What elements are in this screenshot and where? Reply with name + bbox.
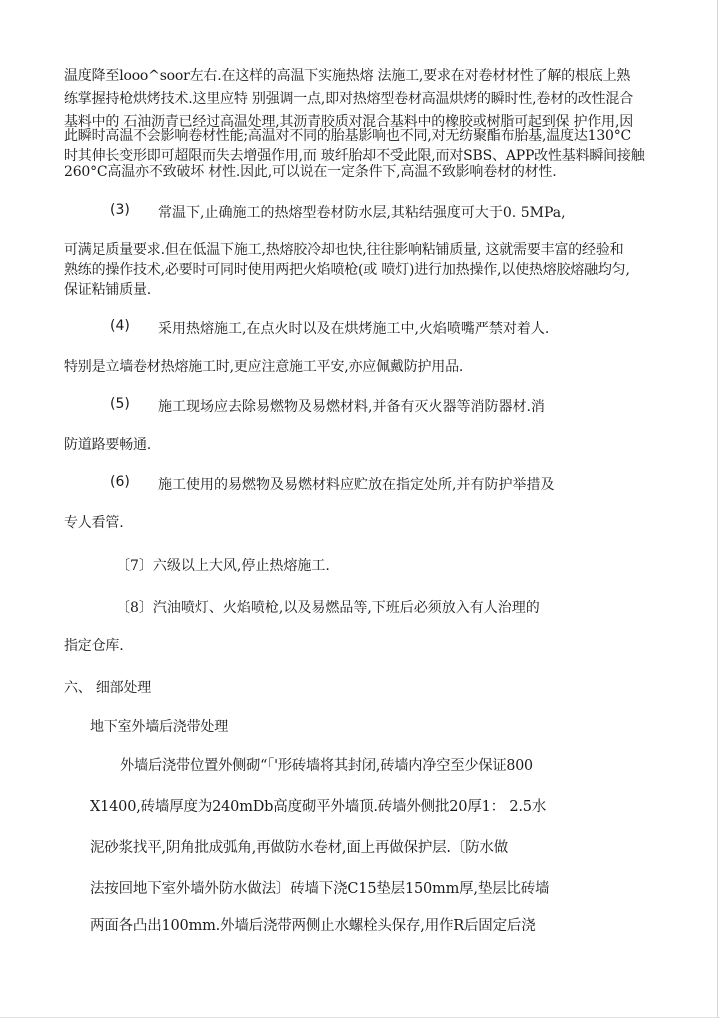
item-number: (4): [110, 318, 130, 334]
intro-line: 时其伸长变形即可超限而失去增强作用,而 玻纤胎却不受此限,而对SBS、APP改性基料瞬间接触: [64, 148, 645, 164]
body-line: X1400,砖墙厚度为240mDb高度砌平外墙顶.砖墙外侧批20厚1： 2.5水: [90, 799, 547, 815]
item-continuation: 可满足质量要求.但在低温下施工,热熔胶冷却也快,往往影响粘铺质量, 这就需要丰富的经验和: [64, 242, 624, 258]
intro-line: 温度降至looo^soor左右.在这样的高温下实施热熔 法施工,要求在对卷材材性了解的根底上熟: [64, 68, 631, 84]
page-right-border: [717, 0, 718, 1018]
item-text: 施工现场应去除易燃物及易燃材料,并备有灭火器等消防器材.消: [158, 399, 545, 415]
body-line: 法按回地下室外墙外防水做法〕砖墙下浇C15垫层150mm厚,垫层比砖墙: [90, 881, 550, 897]
item-8: 〔8〕汽油喷灯、火焰喷枪,以及易燃品等,下班后必须放入有人治理的: [116, 600, 540, 616]
body-line: 两面各凸出100mm.外墙后浇带两侧止水螺栓头保存,用作R后固定后浇: [90, 918, 536, 934]
body-line: 泥砂浆找平,阴角批成弧角,再做防水卷材,面上再做保护层.〔防水做: [90, 840, 509, 856]
item-text: 常温下,止确施工的热熔型卷材防水层,其粘结强度可大于0. 5MPa,: [158, 205, 566, 221]
intro-line: 基料中的 石油沥青已经过高温处理,其沥青胶质对混合基料中的橡胶或树脂可起到保 护作用,因: [64, 114, 633, 130]
item-continuation: 专人看管.: [64, 515, 124, 531]
intro-line: 260°C高温亦不致破坏 材性.因此,可以说在一定条件下,高温不致影响卷材的材性.: [64, 164, 557, 180]
intro-line: 练掌握持枪烘烤技术.这里应特 别强调一点,即对热熔型卷材高温烘烤的瞬时性,卷材的改性混合: [64, 91, 633, 107]
item-continuation: 熟练的操作技术,必要时可同时使用两把火焰喷枪(或 喷灯)进行加热操作,以使热熔胶熔融均匀,: [64, 262, 630, 278]
item-number: (5): [110, 396, 130, 412]
item-continuation: 指定仓库.: [64, 638, 124, 654]
intro-line: 此瞬时高温不会影响卷材性能;高温对不同的胎基影响也不同,对无纺聚酯布胎基,温度达130°C: [64, 128, 632, 144]
subheading: 地下室外墙后浇带处理: [90, 719, 228, 735]
section-heading: 六、 细部处理: [64, 680, 152, 696]
item-text: 采用热熔施工,在点火时以及在烘烤施工中,火焰喷嘴严禁对着人.: [158, 321, 550, 337]
item-continuation: 特别是立墙卷材热熔施工时,更应注意施工平安,亦应佩戴防护用品.: [64, 359, 464, 375]
item-text: 施工使用的易燃物及易燃材料应贮放在指定处所,并有防护举措及: [158, 477, 555, 493]
item-number: (6): [110, 474, 130, 490]
item-continuation: 保证粘铺质量.: [64, 282, 152, 298]
item-continuation: 防道路要畅通.: [64, 437, 152, 453]
item-number: (3): [110, 202, 130, 218]
item-7: 〔7〕六级以上大风,停止热熔施工.: [116, 558, 330, 574]
body-line: 外墙后浇带位置外侧砌“「'形砖墙将其封闭,砖墙内净空至少保证800: [120, 758, 533, 774]
